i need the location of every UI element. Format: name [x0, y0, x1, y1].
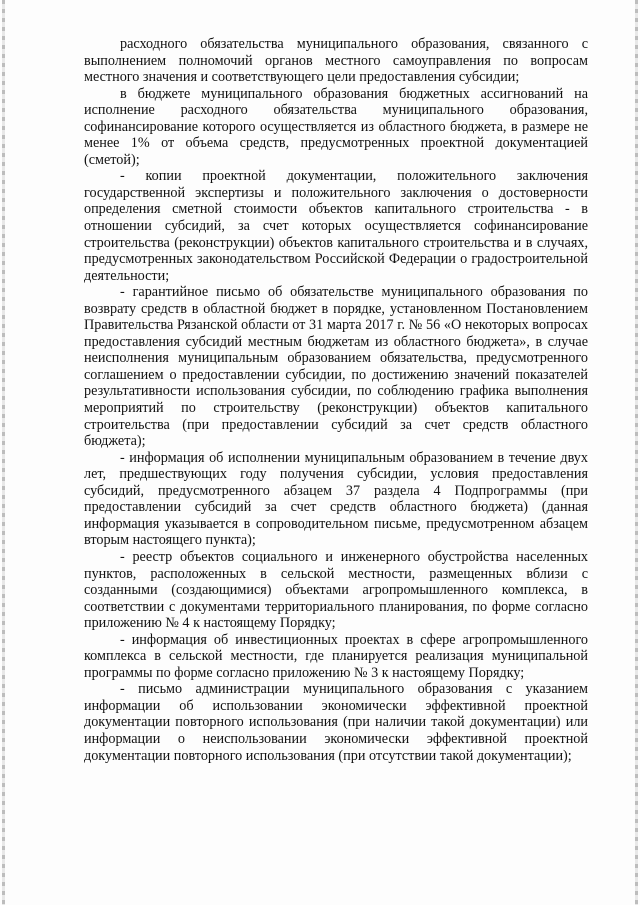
document-body	[84, 36, 588, 764]
paragraph-execution-information: - информация об исполнении муниципальным образованием в течение двух лет, предшествующих году получения субсидии, условия предоставления субсидий, предусмотренного абзацем 37 раздела 4 Подпрограммы (при предоставлении субсидий за счет средств областного бюджета) (данная информация указывается в сопроводительном письме, предусмотренном абзацем вторым настоящего пункта);	[84, 449, 588, 549]
paragraph-objects-register: - реестр объектов социального и инженерного обустройства населенных пунктов, расположенных в сельской местности, размещенных вблизи с созданными (создающимися) объектами агропромышленного комплекса, в соответствии с документами территориального планирования, по форме согласно приложению № 4 к настоящему Порядку;	[84, 548, 588, 632]
paragraph-guarantee-letter: - гарантийное письмо об обязательстве муниципального образования по возврату средств в областной бюджет в порядке, установленном Постановлением Правительства Рязанской области от 31 марта 2017 г. № 56 «О некоторых вопросах предоставления субсидий местным бюджетам из областного бюджета», в случае неисполнения муниципальным образованием обязательства, предусмотренного соглашением о предоставлении субсидии, по достижению значений показателей результативности использования субсидии, по соблюдению графика выполнения мероприятий по строительству (реконструкции) объектов капитального строительства (при предоставлении субсидий за счет средств областного бюджета);	[84, 284, 588, 450]
paragraph-project-documentation-copies: - копии проектной документации, положительного заключения государственной экспертизы и положительного заключения о достоверности определения сметной стоимости объектов капитального строительства - в отношении субсидий, за счет которых осуществляется софинансирование строительства (реконструкции) объектов капитального строительства и в случаях, предусмотренных законодательством Российской Федерации о градостроительной деятельности;	[84, 168, 588, 284]
paragraph-obligation-continuation: расходного обязательства муниципального образования, связанного с выполнением полномочий органов местного самоуправления по вопросам местного значения и соответствующего цели предоставления субсидии;	[84, 36, 588, 86]
paragraph-budget-allocations: в бюджете муниципального образования бюджетных ассигнований на исполнение расходного обязательства муниципального образования, софинансирование которого осуществляется из областного бюджета, в размере не менее 1% от объема средств, предусмотренных проектной документацией (сметой);	[84, 85, 588, 168]
paragraph-investment-projects: - информация об инвестиционных проектах в сфере агропромышленного комплекса в сельской местности, где планируется реализация муниципальной программы по форме согласно приложению № 3 к настоящему Порядку;	[84, 631, 588, 681]
paragraph-administration-letter: - письмо администрации муниципального образования с указанием информации об использовании экономически эффективной проектной документации повторного использования (при наличии такой документации) или информации о неиспользовании экономически эффективной проектной документации повторного использования (при отсутствии такой документации);	[84, 681, 588, 764]
scan-edge-left	[2, 0, 5, 905]
scan-edge-right	[635, 0, 638, 905]
